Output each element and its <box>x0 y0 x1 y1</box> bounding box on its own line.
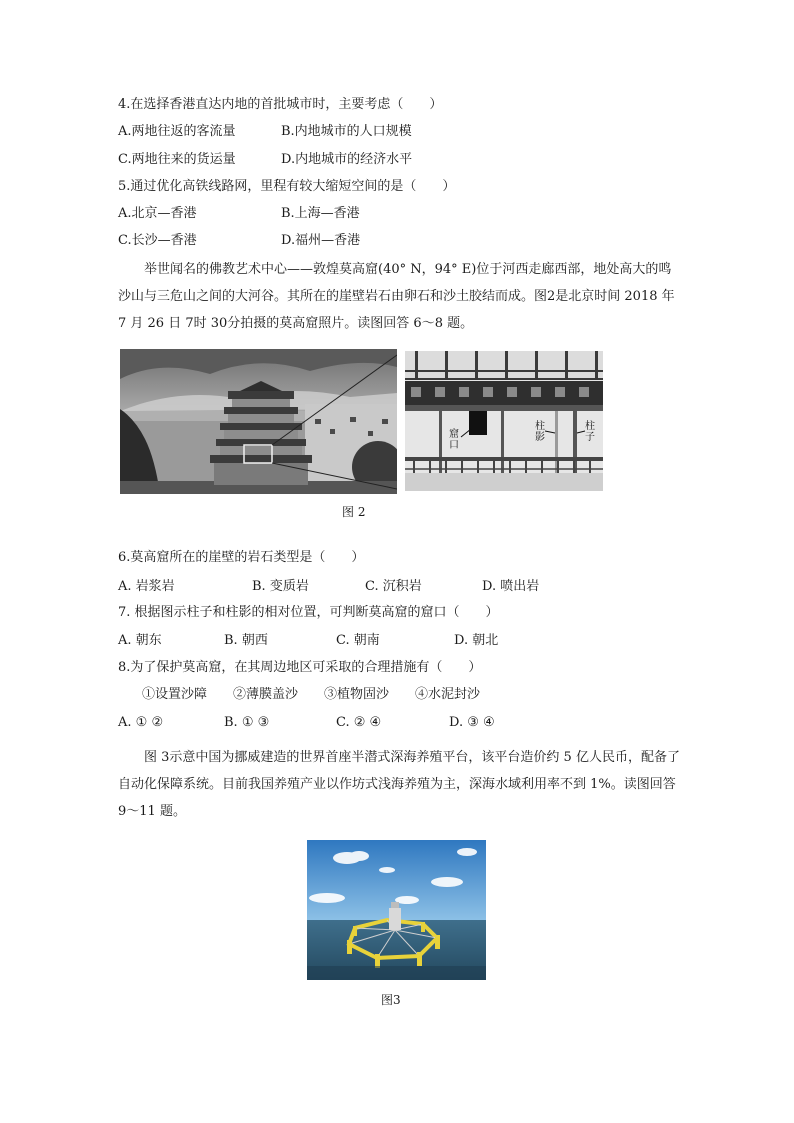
figure2-label-zhu: 柱子 <box>585 421 595 443</box>
figure2-left-photo <box>120 349 397 494</box>
q7-option-c: C. 朝南 <box>336 633 380 648</box>
q6-stem: 6.莫高窟所在的崖壁的岩石类型是（ ） <box>118 550 365 565</box>
figure3-photo <box>307 840 486 980</box>
q7-option-d: D. 朝北 <box>454 633 499 648</box>
q6-option-c: C. 沉积岩 <box>365 579 422 594</box>
passage-mogao: 举世闻名的佛教艺术中心——敦煌莫高窟(40° N，94° E)位于河西走廊西部，地处高大的鸣沙山与三危山之间的大河谷。其所在的崖壁岩石由卵石和沙土胶结而成。图2是北京时间 2018 年 7 月 26 日 7时 30分拍摄的莫高窟照片。读图回答 6～8 题。 <box>118 262 675 331</box>
q8-option-c: C. ② ④ <box>336 715 382 730</box>
q5-option-c: C.长沙—香港 <box>118 233 197 248</box>
figure2-label-kou: 窟口 <box>449 429 459 451</box>
q4-option-b: B.内地城市的人口规模 <box>281 124 412 139</box>
q8-option-a: A. ① ② <box>118 715 164 730</box>
q5-option-b: B.上海—香港 <box>281 206 360 221</box>
passage-platform: 图 3示意中国为挪威建造的世界首座半潜式深海养殖平台，该平台造价约 5 亿人民币，配备了自动化保障系统。目前我国养殖产业以作坊式浅海养殖为主，深海水域利用率不到 1%。读图回答 9～11 题。 <box>118 750 680 819</box>
q8-stem: 8.为了保护莫高窟，在其周边地区可采取的合理措施有（ ） <box>118 660 482 675</box>
q7-stem: 7. 根据图示柱子和柱影的相对位置，可判断莫高窟的窟口（ ） <box>118 605 499 620</box>
q8-option-b: B. ① ③ <box>224 715 270 730</box>
q7-option-b: B. 朝西 <box>224 633 268 648</box>
q4-option-c: C.两地往来的货运量 <box>118 152 236 167</box>
q4-stem: 4.在选择香港直达内地的首批城市时，主要考虑（ ） <box>118 97 443 112</box>
q8-option-d: D. ③ ④ <box>449 715 495 730</box>
q4-option-d: D.内地城市的经济水平 <box>281 152 413 167</box>
q7-option-a: A. 朝东 <box>118 633 162 648</box>
figure2-caption: 图 2 <box>342 505 366 519</box>
q5-stem: 5.通过优化高铁线路网，里程有较大缩短空间的是（ ） <box>118 179 456 194</box>
q6-option-b: B. 变质岩 <box>252 579 309 594</box>
figure3-caption: 图3 <box>381 993 401 1007</box>
q8-items: ①设置沙障 ②薄膜盖沙 ③植物固沙 ④水泥封沙 <box>142 687 481 702</box>
q6-option-a: A. 岩浆岩 <box>118 579 175 594</box>
q4-option-a: A.两地往返的客流量 <box>118 124 236 139</box>
q5-option-a: A.北京—香港 <box>118 206 197 221</box>
q6-option-d: D. 喷出岩 <box>482 579 540 594</box>
q5-option-d: D.福州—香港 <box>281 233 361 248</box>
figure2-right-photo <box>405 351 603 491</box>
figure2-label-ying: 柱影 <box>535 421 545 443</box>
